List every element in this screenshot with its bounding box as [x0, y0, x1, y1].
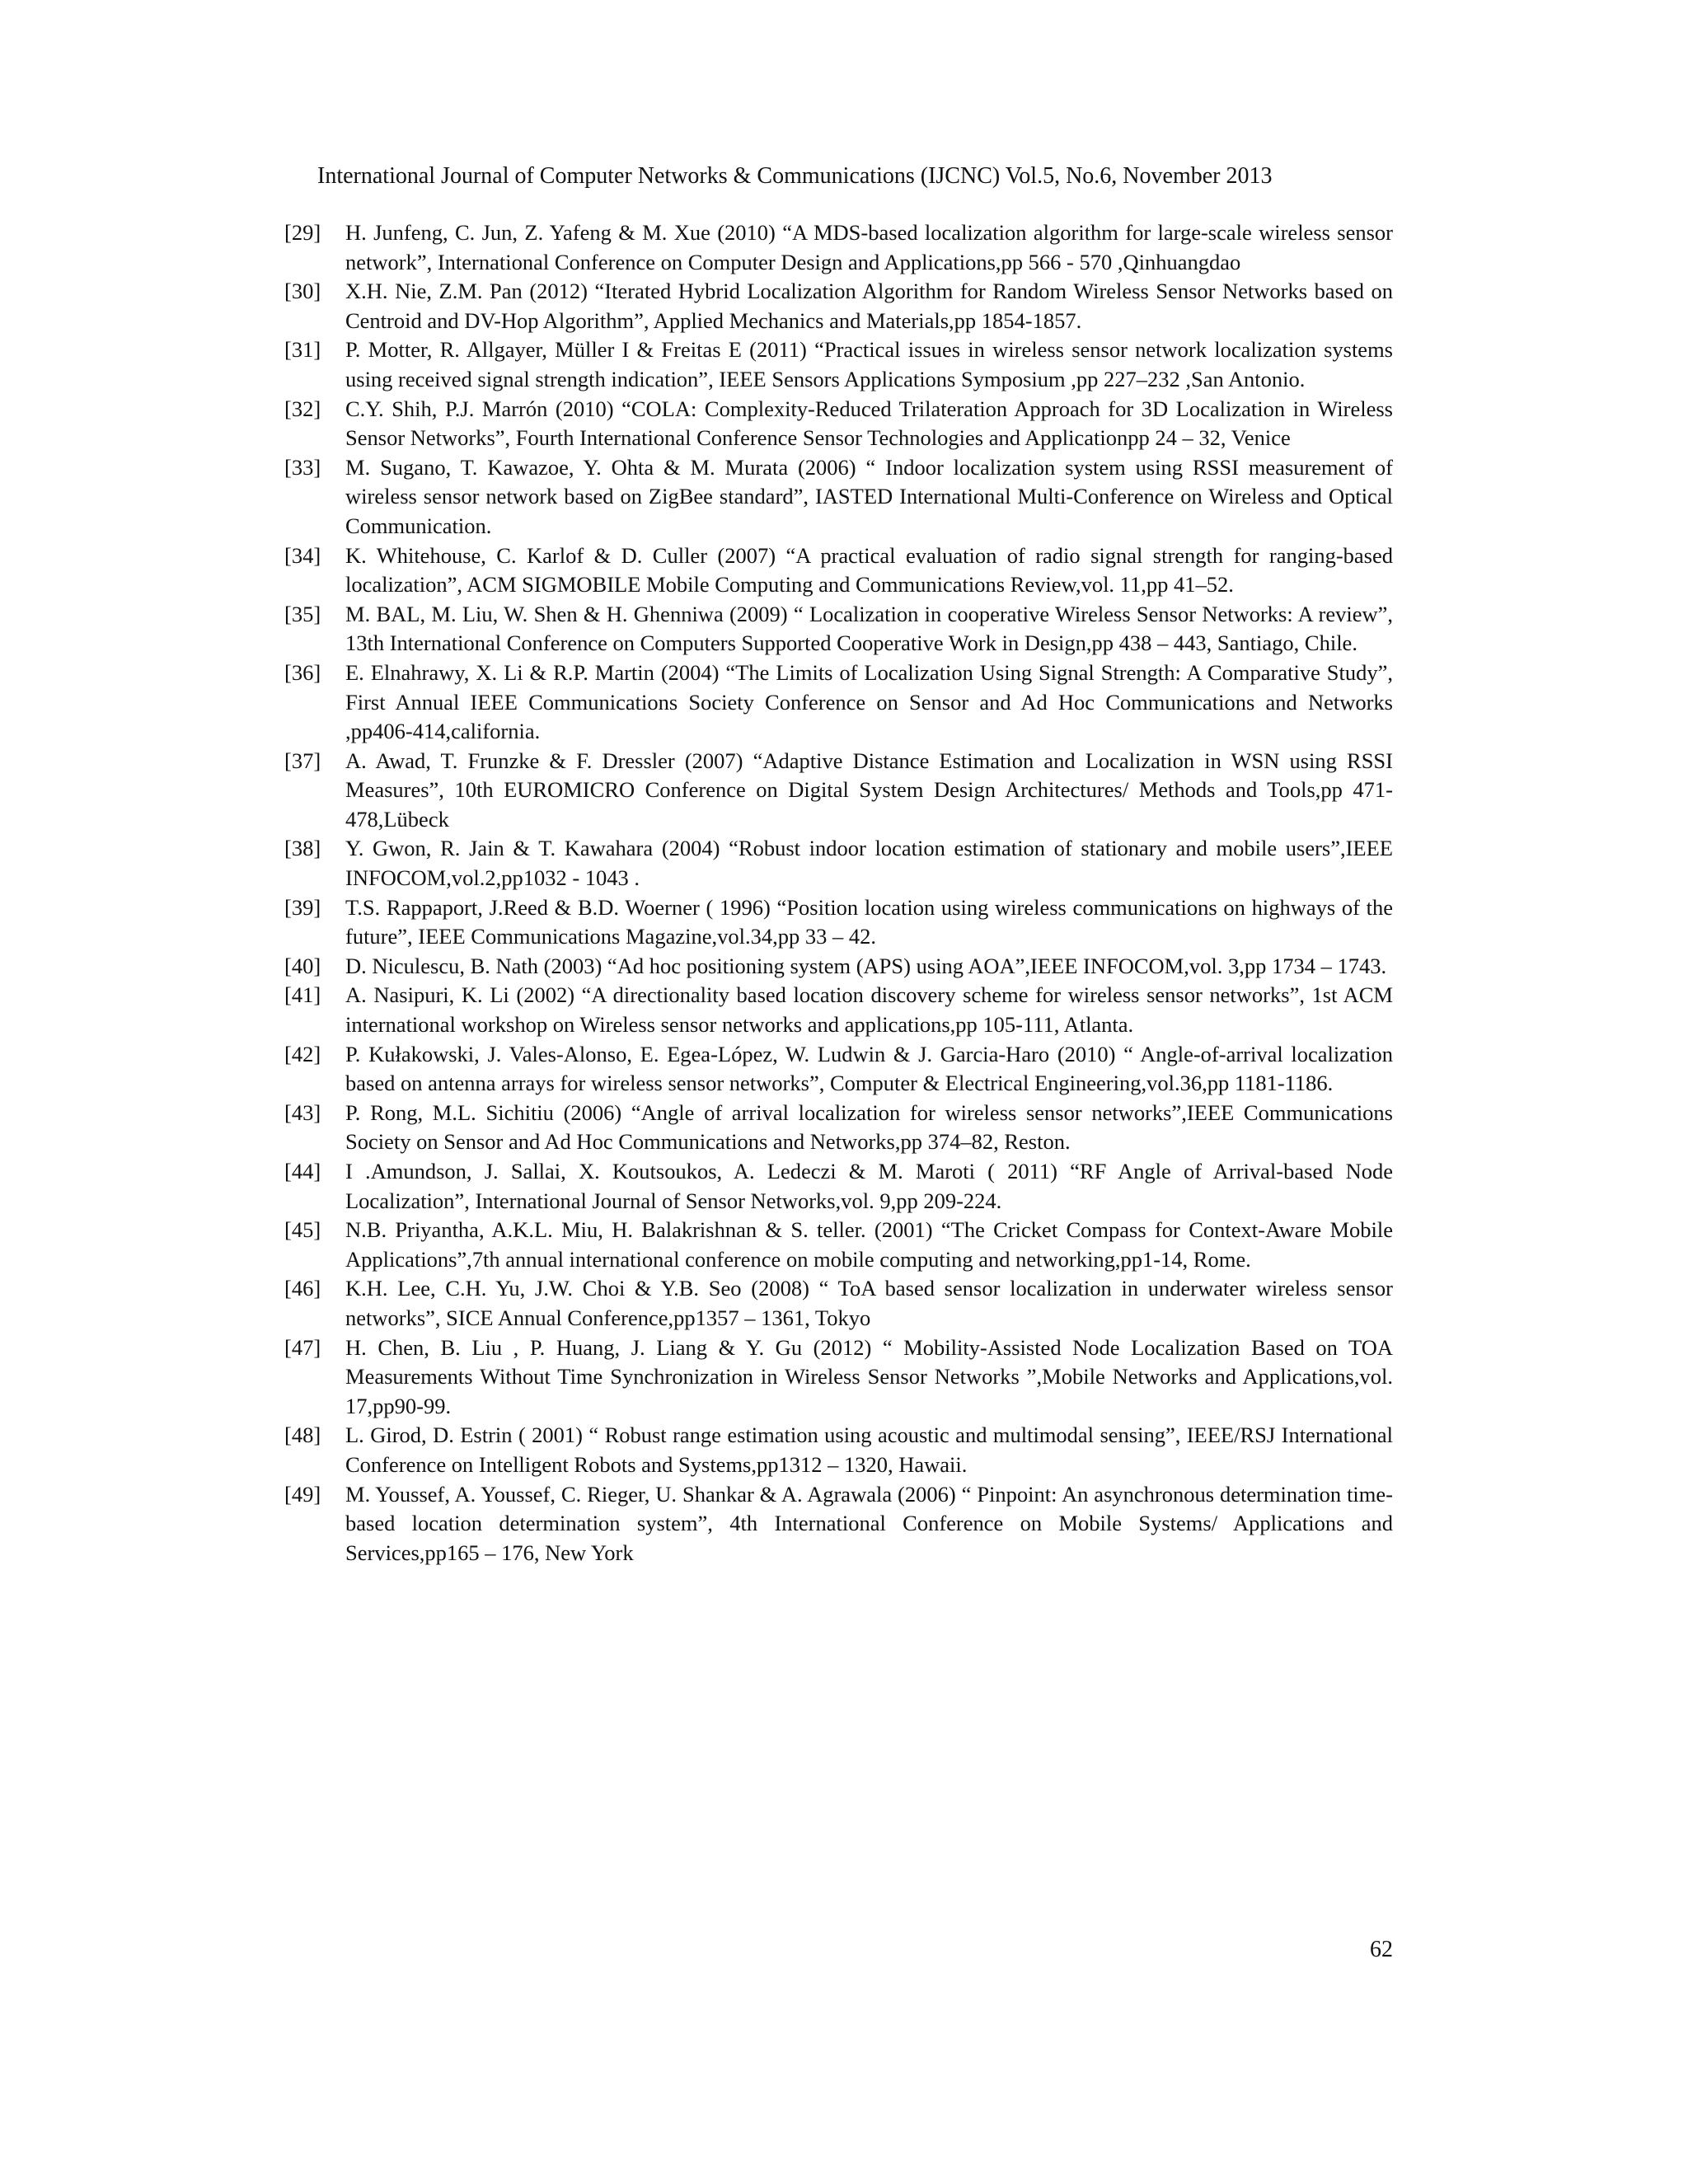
reference-item: [284, 747, 1393, 835]
reference-item: [284, 395, 1393, 453]
reference-number: [35]: [284, 601, 321, 626]
reference-number: [31]: [284, 337, 321, 363]
reference-text: M. BAL, M. Liu, W. Shen & H. Ghenniwa (2009) “ Localization in cooperative Wireless Sensor Networks: A review”, 13th International Conference on Computers Supported Cooperative Work in Design,pp 438 – 443, Santiago, Chile.: [345, 601, 1393, 656]
reference-item: [284, 952, 1393, 982]
reference-number: [29]: [284, 220, 321, 245]
reference-number: [36]: [284, 659, 321, 685]
reference-item: [284, 335, 1393, 394]
reference-number: [40]: [284, 953, 321, 978]
reference-text: D. Niculescu, B. Nath (2003) “Ad hoc positioning system (APS) using AOA”,IEEE INFOCOM,vol. 3,pp 1734 – 1743.: [345, 953, 1387, 978]
reference-item: [284, 277, 1393, 335]
reference-item: [284, 1216, 1393, 1274]
reference-text: M. Youssef, A. Youssef, C. Rieger, U. Shankar & A. Agrawala (2006) “ Pinpoint: An asynchronous determination time-based location determination system”, 4th International Conference on Mobile Systems/ Applications and Services,pp165 – 176, New York: [345, 1481, 1393, 1565]
reference-number: [48]: [284, 1422, 321, 1448]
reference-text: P. Motter, R. Allgayer, Müller I & Freitas E (2011) “Practical issues in wireless sensor network localization systems using received signal strength indication”, IEEE Sensors Applications Symposium ,pp 227–232 ,San Antonio.: [345, 337, 1393, 391]
reference-item: [284, 1480, 1393, 1568]
reference-text: A. Awad, T. Frunzke & F. Dressler (2007) “Adaptive Distance Estimation and Localization in WSN using RSSI Measures”, 10th EUROMICRO Conference on Digital System Design Architectures/ Methods and Tools,pp 471-478,Lübeck: [345, 748, 1393, 832]
reference-text: X.H. Nie, Z.M. Pan (2012) “Iterated Hybrid Localization Algorithm for Random Wireless Sensor Networks based on Centroid and DV-Hop Algorithm”, Applied Mechanics and Materials,pp 1854-1857.: [345, 279, 1393, 333]
reference-number: [49]: [284, 1481, 321, 1507]
reference-text: Y. Gwon, R. Jain & T. Kawahara (2004) “Robust indoor location estimation of stationary and mobile users”,IEEE INFOCOM,vol.2,pp1032 - 1043 .: [345, 836, 1393, 891]
reference-item: [284, 600, 1393, 658]
reference-text: K.H. Lee, C.H. Yu, J.W. Choi & Y.B. Seo (2008) “ ToA based sensor localization in underwater wireless sensor networks”, SICE Annual Conference,pp1357 – 1361, Tokyo: [345, 1276, 1393, 1330]
reference-number: [34]: [284, 542, 321, 568]
reference-item: [284, 1333, 1393, 1422]
reference-number: [45]: [284, 1217, 321, 1243]
reference-item: [284, 834, 1393, 893]
reference-item: [284, 658, 1393, 747]
reference-item: [284, 1099, 1393, 1157]
reference-number: [30]: [284, 279, 321, 304]
reference-text: P. Rong, M.L. Sichitiu (2006) “Angle of arrival localization for wireless sensor networks”,IEEE Communications Society on Sensor and Ad Hoc Communications and Networks,pp 374–82, Reston.: [345, 1099, 1393, 1155]
reference-text: E. Elnahrawy, X. Li & R.P. Martin (2004) “The Limits of Localization Using Signal Strength: A Comparative Study”, First Annual IEEE Communications Society Conference on Sensor and Ad Hoc Communications and Networks ,pp406-414,california.: [345, 659, 1393, 744]
reference-number: [47]: [284, 1334, 321, 1360]
running-header: International Journal of Computer Networks & Communications (IJCNC) Vol.5, No.6, November 2013: [317, 163, 1273, 189]
reference-text: M. Sugano, T. Kawazoe, Y. Ohta & M. Murata (2006) “ Indoor localization system using RSSI measurement of wireless sensor network based on ZigBee standard”, IASTED International Multi-Conference on Wireless and Optical Communication.: [345, 454, 1393, 538]
reference-number: [46]: [284, 1276, 321, 1301]
reference-item: [284, 453, 1393, 541]
reference-number: [37]: [284, 748, 321, 773]
reference-text: P. Kułakowski, J. Vales-Alonso, E. Egea-López, W. Ludwin & J. Garcia-Haro (2010) “ Angle-of-arrival localization based on antenna arrays for wireless sensor networks”, Computer & Electrical Engineering,vol.36,pp 1181-1186.: [345, 1041, 1393, 1096]
reference-item: [284, 1421, 1393, 1479]
reference-text: L. Girod, D. Estrin ( 2001) “ Robust range estimation using acoustic and multimodal sensing”, IEEE/RSJ International Conference on Intelligent Robots and Systems,pp1312 – 1320, Hawaii.: [345, 1422, 1393, 1477]
reference-text: H. Chen, B. Liu , P. Huang, J. Liang & Y. Gu (2012) “ Mobility-Assisted Node Localization Based on TOA Measurements Without Time Synchronization in Wireless Sensor Networks ”,Mobile Networks and Applications,vol. 17,pp90-99.: [345, 1334, 1393, 1418]
reference-text: H. Junfeng, C. Jun, Z. Yafeng & M. Xue (2010) “A MDS-based localization algorithm for large-scale wireless sensor network”, International Conference on Computer Design and Applications,pp 566 - 570 ,Qinhuangdao: [345, 220, 1393, 274]
reference-item: [284, 1157, 1393, 1216]
reference-number: [42]: [284, 1041, 321, 1066]
reference-item: [284, 541, 1393, 600]
reference-number: [39]: [284, 894, 321, 920]
reference-number: [44]: [284, 1159, 321, 1183]
reference-text: T.S. Rappaport, J.Reed & B.D. Woerner ( 1996) “Position location using wireless communications on highways of the future”, IEEE Communications Magazine,vol.34,pp 33 – 42.: [345, 894, 1393, 949]
reference-item: [284, 1274, 1393, 1333]
reference-item: [284, 218, 1393, 277]
reference-text: A. Nasipuri, K. Li (2002) “A directionality based location discovery scheme for wireless sensor networks”, 1st ACM international workshop on Wireless sensor networks and applications,pp 105-111, Atlanta.: [345, 982, 1393, 1038]
reference-text: I .Amundson, J. Sallai, X. Koutsoukos, A. Ledeczi & M. Maroti ( 2011) “RF Angle of Arrival-based Node Localization”, International Journal of Sensor Networks,vol. 9,pp 209-224.: [345, 1159, 1393, 1213]
reference-number: [41]: [284, 982, 321, 1008]
reference-list: [284, 218, 1393, 1568]
reference-text: C.Y. Shih, P.J. Marrón (2010) “COLA: Complexity-Reduced Trilateration Approach for 3D Localization in Wireless Sensor Networks”, Fourth International Conference Sensor Technologies and Applicationpp 24 – 32, Venice: [345, 396, 1393, 451]
reference-number: [32]: [284, 396, 321, 421]
reference-text: K. Whitehouse, C. Karlof & D. Culler (2007) “A practical evaluation of radio signal strength for ranging-based localization”, ACM SIGMOBILE Mobile Computing and Communications Review,vol. 11,pp 41–52.: [345, 542, 1393, 598]
page-number: 62: [1370, 1937, 1393, 1962]
reference-item: [284, 1040, 1393, 1099]
reference-number: [33]: [284, 454, 321, 480]
reference-number: [38]: [284, 836, 321, 861]
reference-item: [284, 893, 1393, 952]
reference-number: [43]: [284, 1099, 321, 1125]
reference-text: N.B. Priyantha, A.K.L. Miu, H. Balakrishnan & S. teller. (2001) “The Cricket Compass for Context-Aware Mobile Applications”,7th annual international conference on mobile computing and networking,pp1-14, Rome.: [345, 1217, 1393, 1272]
reference-item: [284, 981, 1393, 1039]
